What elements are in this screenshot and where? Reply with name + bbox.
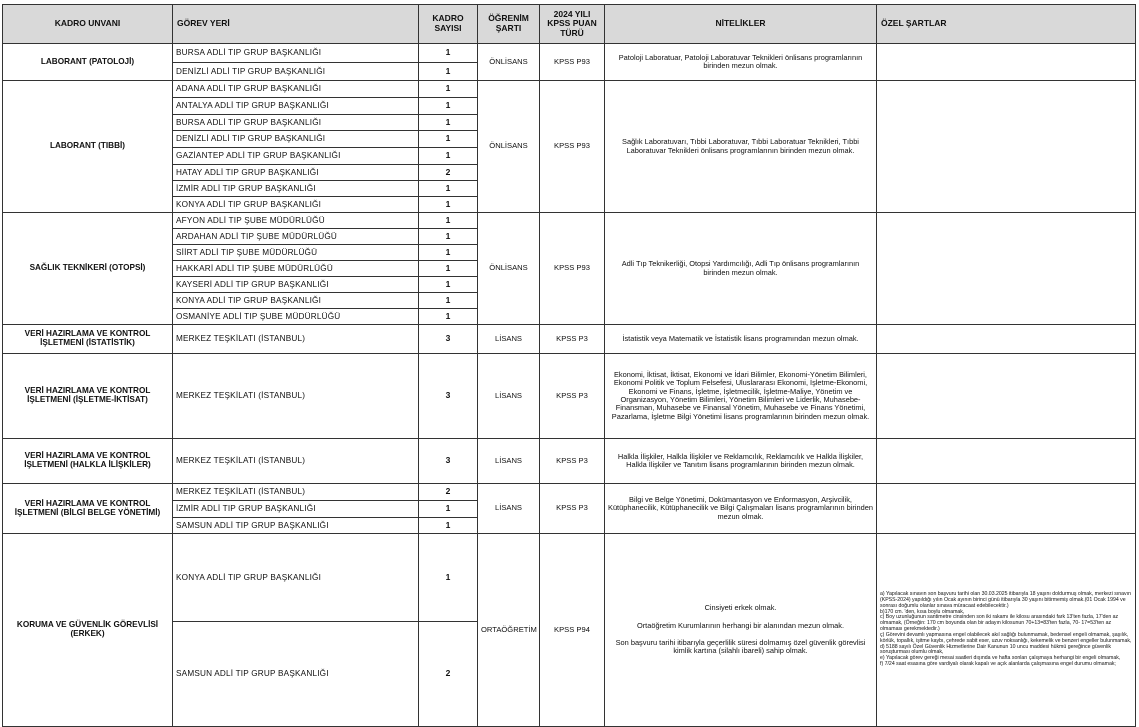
position-count: 1: [419, 148, 478, 165]
qualifications-cell: [605, 534, 877, 727]
position-count: 1: [419, 131, 478, 148]
table-row: [3, 354, 1136, 439]
qualification-text: Patoloji Laboratuar, Patoloji Laboratuvar Teknikleri önlisans programlarının birinden mezun olmak.: [618, 52, 863, 70]
special-condition-text: b)170 cm. 'den, kısa boylu olmamak,: [880, 608, 965, 615]
special-conditions-cell: [877, 439, 1136, 484]
duty-location: ARDAHAN ADLİ TIP ŞUBE MÜDÜRLÜĞÜ: [173, 229, 419, 245]
education-requirement: ÖNLİSANS: [478, 44, 540, 81]
duty-location: KONYA ADLİ TIP GRUP BAŞKANLIĞI: [173, 534, 419, 622]
position-title: VERİ HAZIRLAMA VE KONTROL İŞLETMENİ (BİLGİ BELGE YÖNETİMİ): [3, 484, 173, 534]
position-count: 1: [419, 261, 478, 277]
table-body: [3, 44, 1136, 727]
duty-location: OSMANİYE ADLİ TIP ŞUBE MÜDÜRLÜĞÜ: [173, 309, 419, 325]
position-count: 1: [419, 501, 478, 518]
duty-location: BURSA ADLİ TIP GRUP BAŞKANLIĞI: [173, 44, 419, 63]
table-row: [3, 213, 1136, 229]
position-count: 1: [419, 277, 478, 293]
duty-location: KAYSERİ ADLİ TIP GRUP BAŞKANLIĞI: [173, 277, 419, 293]
duty-location: ANTALYA ADLİ TIP GRUP BAŞKANLIĞI: [173, 98, 419, 115]
special-condition-text: ç) Görevini devamlı yapmasına engel olabilecek akıl sağlığı bulunmamak, bedensel engeli olmamak, şaşılık, körlük, topallık, işitme kaybı, çehrede sabit eser, uzuv noksanlığı, kekemelik ve benzeri engeller bulunmamak,: [880, 631, 1132, 644]
special-conditions-cell: [877, 81, 1136, 213]
qualification-text: Sağlık Laboratuvarı, Tıbbi Laboratuvar, Tıbbi Laboratuar Teknikleri, Tıbbi Laboratuvar Teknikleri önlisans programlarının birinden mezun olmak.: [622, 137, 859, 155]
duty-location: KONYA ADLİ TIP GRUP BAŞKANLIĞI: [173, 293, 419, 309]
education-requirement: LİSANS: [478, 325, 540, 354]
special-conditions-cell: [877, 325, 1136, 354]
duty-location: AFYON ADLİ TIP ŞUBE MÜDÜRLÜĞÜ: [173, 213, 419, 229]
qualifications-cell: [605, 44, 877, 81]
duty-location: SAMSUN ADLİ TIP GRUP BAŞKANLIĞI: [173, 622, 419, 727]
position-count: 2: [419, 622, 478, 727]
special-condition-text: c) Boy uzunluğunun santimetre cinsinden son iki rakamı ile kilosu arasındaki fark 13'ten fazla, 17'den az olmamak, (Örneğin: 170 cm boyunda olan bir adayın kilosunun 70+13=83'ten fazla, 70- 17=53'ten az olmaması gerekmektedir.): [880, 614, 1119, 633]
position-count: 1: [419, 518, 478, 534]
position-count: 1: [419, 181, 478, 197]
header-nitelikler: NİTELİKLER: [605, 5, 877, 44]
position-table: [2, 4, 1136, 727]
special-condition-text: a) Yapılacak sınavın son başvuru tarihi olan 30.03.2025 itibarıyla 18 yaşını doldurmuş olmak, merkezi sınavın (KPSS-2024) yapıldığı yılın Ocak ayının birinci günü itibarıyla 30 yaşını bitirmemiş olmak.(01 Ocak 1994 ve sonrası doğumlu olanlar sınava müracaat edebilecektir.): [880, 591, 1131, 609]
education-requirement: LİSANS: [478, 354, 540, 439]
duty-location: MERKEZ TEŞKİLATI (İSTANBUL): [173, 439, 419, 484]
kpss-score-type: KPSS P94: [540, 534, 605, 727]
position-count: 1: [419, 81, 478, 98]
table-row: [3, 439, 1136, 484]
position-count: 1: [419, 44, 478, 63]
qualification-text: Bilgi ve Belge Yönetimi, Dokümantasyon ve Enformasyon, Arşivcilik, Kütüphanecilik, Kütüphanecilik ve Bilgi Çalışmaları lisans programlarının birinden mezun olmak.: [608, 495, 873, 521]
position-count: 3: [419, 439, 478, 484]
position-count: 1: [419, 213, 478, 229]
duty-location: GAZİANTEP ADLİ TIP GRUP BAŞKANLIĞI: [173, 148, 419, 165]
position-title: VERİ HAZIRLAMA VE KONTROL İŞLETMENİ (İSTATİSTİK): [3, 325, 173, 354]
education-requirement: LİSANS: [478, 484, 540, 534]
special-conditions-cell: [877, 44, 1136, 81]
position-count: 2: [419, 484, 478, 501]
position-title: VERİ HAZIRLAMA VE KONTROL İŞLETMENİ (HALKLA İLİŞKİLER): [3, 439, 173, 484]
qualification-text: Ekonomi, İktisat, İktisat, Ekonomi ve İdari Bilimler, Ekonomi-Yönetim Bilimleri, Ekonomi Politik ve Toplum Felsefesi, Uluslararası Ekonomi, İşletme-Ekonomi, Ekonomi ve Finans, İşletme, İşletmecilik, İşletme-Maliye, Yönetim ve Organizasyon, Yönetim Bilimleri, Yönetim Bilimleri ve Liderlik, Muhasebe-Finansman, Muhasebe ve Finansal Yönetim, Muhasebe ve Finans Yönetimi, Pazarlama, İşletme Bilgi Yönetimi lisans programlarının birinden mezun olmak.: [611, 370, 870, 421]
duty-location: SAMSUN ADLİ TIP GRUP BAŞKANLIĞI: [173, 518, 419, 534]
duty-location: HAKKARİ ADLİ TIP ŞUBE MÜDÜRLÜĞÜ: [173, 261, 419, 277]
header-gorev-yeri: GÖREV YERİ: [173, 5, 419, 44]
special-conditions-cell: [877, 354, 1136, 439]
duty-location: MERKEZ TEŞKİLATI (İSTANBUL): [173, 354, 419, 439]
kpss-score-type: KPSS P3: [540, 354, 605, 439]
kpss-score-type: KPSS P3: [540, 484, 605, 534]
special-condition-text: d) 5188 sayılı Özel Güvenlik Hizmetlerine Dair Kanunun 10 uncu maddesi hükmü gereğince güvenlik soruşturması olumlu olmak,: [880, 643, 1111, 656]
position-title: SAĞLIK TEKNİKERİ (OTOPSİ): [3, 213, 173, 325]
position-count: 3: [419, 325, 478, 354]
duty-location: SİİRT ADLİ TIP ŞUBE MÜDÜRLÜĞÜ: [173, 245, 419, 261]
qualifications-cell: [605, 325, 877, 354]
header-kpss-puan-turu: 2024 YILI KPSS PUAN TÜRÜ: [540, 5, 605, 44]
position-title: LABORANT (PATOLOJİ): [3, 44, 173, 81]
position-count: 1: [419, 229, 478, 245]
table-row: [3, 484, 1136, 501]
qualification-text: İstatistik veya Matematik ve İstatistik lisans programından mezun olmak.: [622, 333, 859, 343]
duty-location: HATAY ADLİ TIP GRUP BAŞKANLIĞI: [173, 165, 419, 181]
duty-location: BURSA ADLİ TIP GRUP BAŞKANLIĞI: [173, 115, 419, 131]
qualification-text: Son başvuru tarihi itibarıyla geçerlilik süresi dolmamış özel güvenlik görevlisi kimlik kartına (silahlı ibareli) sahip olmak.: [615, 638, 866, 656]
position-count: 1: [419, 293, 478, 309]
position-count: 1: [419, 245, 478, 261]
education-requirement: ÖNLİSANS: [478, 213, 540, 325]
duty-location: MERKEZ TEŞKİLATI (İSTANBUL): [173, 325, 419, 354]
qualifications-cell: [605, 354, 877, 439]
position-count: 1: [419, 534, 478, 622]
table-row: [3, 325, 1136, 354]
special-conditions-cell: [877, 213, 1136, 325]
special-condition-text: e) Yapılacak görev gereği mesai saatleri dışında ve hafta sonları çalışmaya herhangi bir engeli olmamak,: [880, 655, 1121, 662]
position-count: 2: [419, 165, 478, 181]
qualification-text: Halkla İlişkiler, Halkla İlişkiler ve Reklamcılık, Reklamcılık ve Halkla İlişkiler, Halkla İlişkiler ve Tanıtım lisans programlarının birinden mezun olmak.: [617, 451, 864, 469]
kpss-score-type: KPSS P93: [540, 213, 605, 325]
duty-location: İZMİR ADLİ TIP GRUP BAŞKANLIĞI: [173, 181, 419, 197]
table-row: [3, 81, 1136, 98]
kpss-score-type: KPSS P93: [540, 44, 605, 81]
special-condition-text: f) 7/24 saat esasına göre vardiyalı olarak kapalı ve açık alanlarda çalışmasına engel durumu olmamak;: [880, 660, 1116, 667]
education-requirement: LİSANS: [478, 439, 540, 484]
kpss-score-type: KPSS P3: [540, 439, 605, 484]
duty-location: MERKEZ TEŞKİLATI (İSTANBUL): [173, 484, 419, 501]
table-header-row: [3, 5, 1136, 44]
qualification-text: Adli Tıp Teknikerliği, Otopsi Yardımcılığı, Adli Tıp önlisans programlarının birinden mezun olmak.: [621, 259, 860, 277]
duty-location: ADANA ADLİ TIP GRUP BAŞKANLIĞI: [173, 81, 419, 98]
special-conditions-cell: [877, 534, 1136, 727]
qualifications-cell: [605, 484, 877, 534]
header-ozel-sartlar: ÖZEL ŞARTLAR: [877, 5, 1136, 44]
header-ogrenim-sarti: ÖĞRENİM ŞARTI: [478, 5, 540, 44]
position-title: VERİ HAZIRLAMA VE KONTROL İŞLETMENİ (İŞLETME-İKTİSAT): [3, 354, 173, 439]
kpss-score-type: KPSS P3: [540, 325, 605, 354]
special-conditions-cell: [877, 484, 1136, 534]
duty-location: İZMİR ADLİ TIP GRUP BAŞKANLIĞI: [173, 501, 419, 518]
duty-location: DENİZLİ ADLİ TIP GRUP BAŞKANLIĞI: [173, 131, 419, 148]
position-title: LABORANT (TIBBİ): [3, 81, 173, 213]
position-count: 1: [419, 197, 478, 213]
duty-location: DENİZLİ ADLİ TIP GRUP BAŞKANLIĞI: [173, 63, 419, 81]
qualifications-cell: [605, 81, 877, 213]
education-requirement: ORTAÖĞRETİM: [478, 534, 540, 727]
position-title: KORUMA VE GÜVENLİK GÖREVLİSİ (ERKEK): [3, 534, 173, 727]
position-count: 1: [419, 63, 478, 81]
qualifications-cell: [605, 439, 877, 484]
header-kadro-sayisi: KADRO SAYISI: [419, 5, 478, 44]
table-row: [3, 44, 1136, 63]
header-kadro-unvani: KADRO UNVANI: [3, 5, 173, 44]
table-row: [3, 534, 1136, 622]
kpss-score-type: KPSS P93: [540, 81, 605, 213]
position-count: 1: [419, 115, 478, 131]
position-count: 3: [419, 354, 478, 439]
position-count: 1: [419, 309, 478, 325]
duty-location: KONYA ADLİ TIP GRUP BAŞKANLIĞI: [173, 197, 419, 213]
education-requirement: ÖNLİSANS: [478, 81, 540, 213]
qualification-text: Ortaöğretim Kurumlarının herhangi bir alanından mezun olmak.: [636, 620, 845, 630]
position-count: 1: [419, 98, 478, 115]
recruitment-table-sheet: [2, 4, 1135, 727]
qualifications-cell: [605, 213, 877, 325]
qualification-text: Cinsiyeti erkek olmak.: [704, 603, 777, 613]
